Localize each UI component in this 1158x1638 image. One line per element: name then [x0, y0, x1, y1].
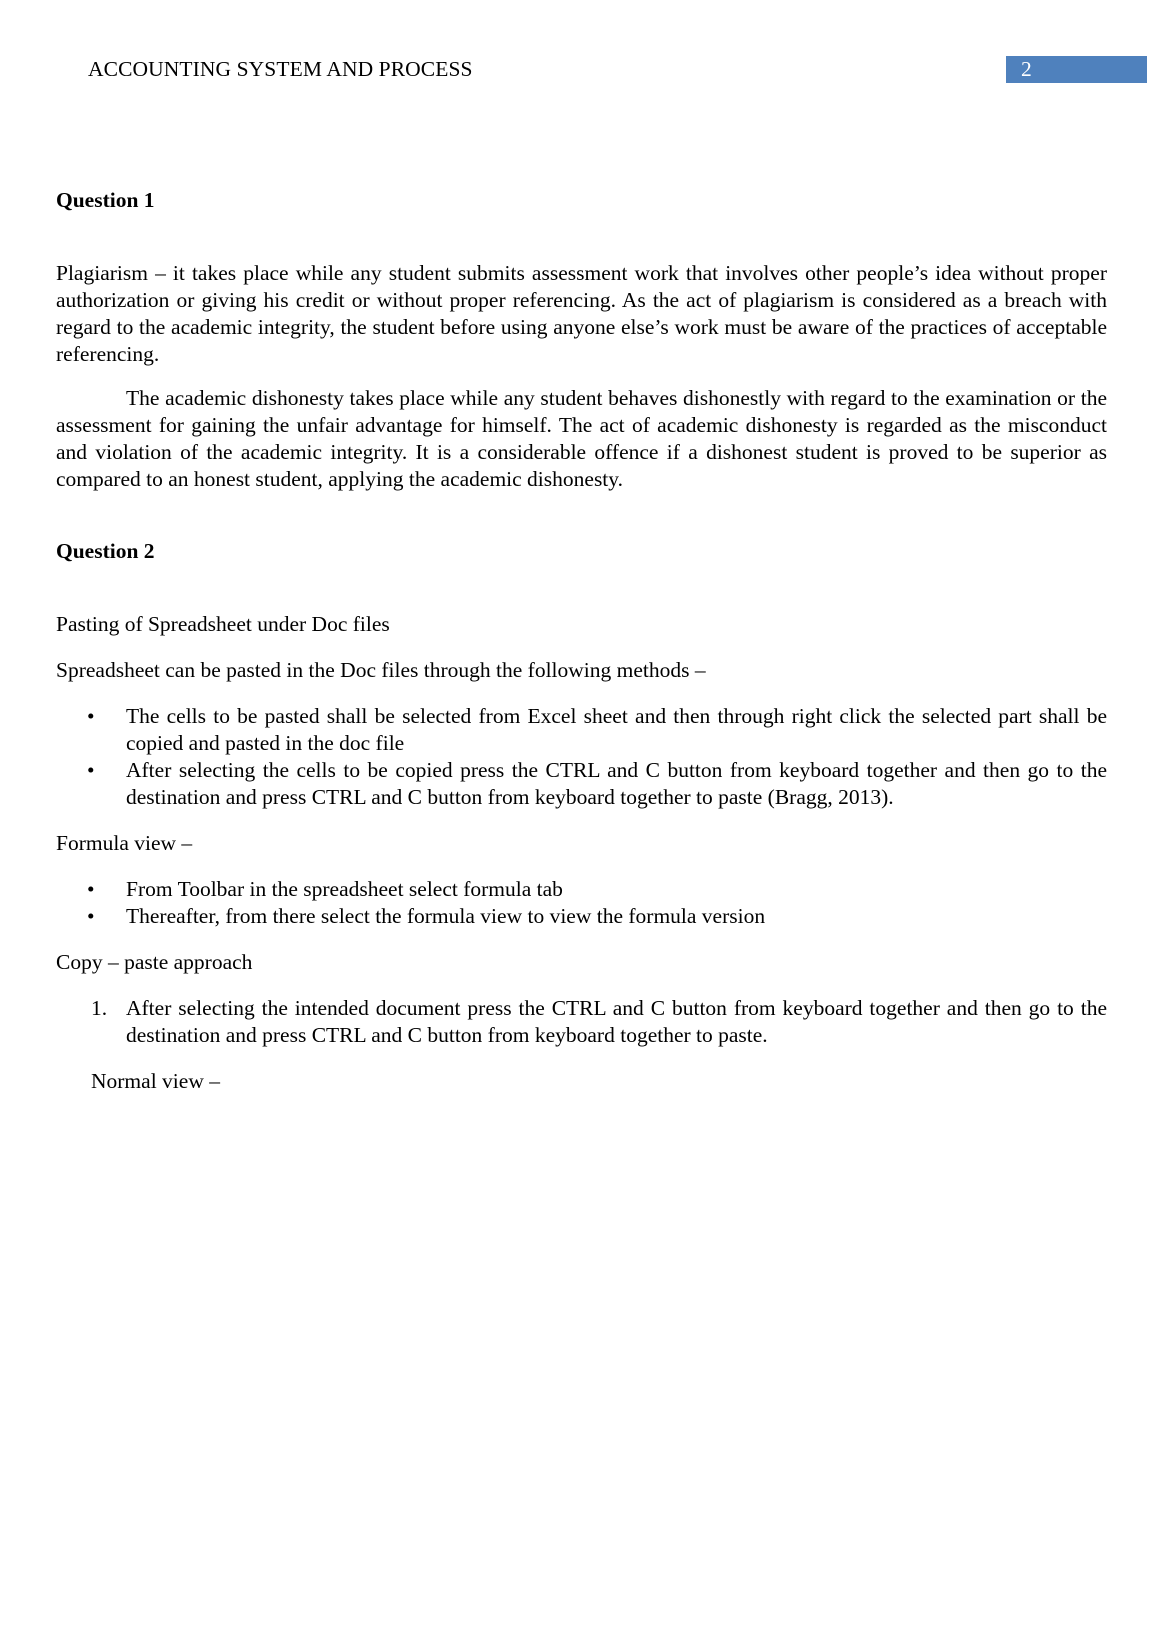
running-header-title: ACCOUNTING SYSTEM AND PROCESS: [88, 57, 473, 81]
normal-view-label: Normal view –: [91, 1069, 220, 1093]
list-number: 1.: [91, 996, 108, 1020]
plagiarism-paragraph: Plagiarism – it takes place while any student submits assessment work that involves other people’s idea without proper authorization or giving his credit or without proper referencing. As the act of plagiarism is considered as a breach with regard to the academic integrity, the student before using anyone else’s work must be aware of the practices of acceptable referencing.: [56, 261, 1107, 366]
spreadsheet-subtitle: Pasting of Spreadsheet under Doc files: [56, 612, 390, 636]
method-text: After selecting the cells to be copied press the CTRL and C button from keyboard together and then go to the destination and press CTRL and C button from keyboard together to paste (Bragg, 2013).: [126, 758, 1107, 809]
formula-step-text: From Toolbar in the spreadsheet select formula tab: [126, 877, 563, 901]
methods-intro: Spreadsheet can be pasted in the Doc files through the following methods –: [56, 658, 706, 682]
bullet-icon: •: [87, 877, 95, 901]
list-item: [56, 703, 1107, 757]
question-1-heading: Question 1: [56, 188, 155, 212]
methods-list: [56, 703, 1107, 811]
copy-paste-label: Copy – paste approach: [56, 950, 253, 974]
bullet-icon: •: [87, 704, 95, 728]
page-number: 2: [1021, 57, 1032, 81]
academic-dishonesty-paragraph: The academic dishonesty takes place while any student behaves dishonestly with regard to the examination or the assessment for gaining the unfair advantage for himself. The act of academic dishonesty is regarded as the misconduct and violation of the academic integrity. It is a considerable offence if a dishonest student is proved to be superior as compared to an honest student, applying the academic dishonesty.: [56, 386, 1107, 491]
copy-step-text: After selecting the intended document press the CTRL and C button from keyboard together and then go to the destination and press CTRL and C button from keyboard together to paste.: [126, 996, 1107, 1047]
list-item: [56, 903, 1107, 930]
bullet-icon: •: [87, 758, 95, 782]
page-number-badge: [1006, 56, 1147, 83]
list-item: [56, 876, 1107, 903]
method-text: The cells to be pasted shall be selected from Excel sheet and then through right click the selected part shall be copied and pasted in the doc file: [126, 704, 1107, 755]
list-item: [56, 757, 1107, 811]
document-body: [56, 187, 1107, 1095]
bullet-icon: •: [87, 904, 95, 928]
copy-steps-list: [56, 995, 1107, 1049]
list-item: [56, 995, 1107, 1049]
question-2-heading: Question 2: [56, 539, 155, 563]
formula-steps-list: [56, 876, 1107, 930]
formula-step-text: Thereafter, from there select the formula view to view the formula version: [126, 904, 766, 928]
formula-view-label: Formula view –: [56, 831, 193, 855]
